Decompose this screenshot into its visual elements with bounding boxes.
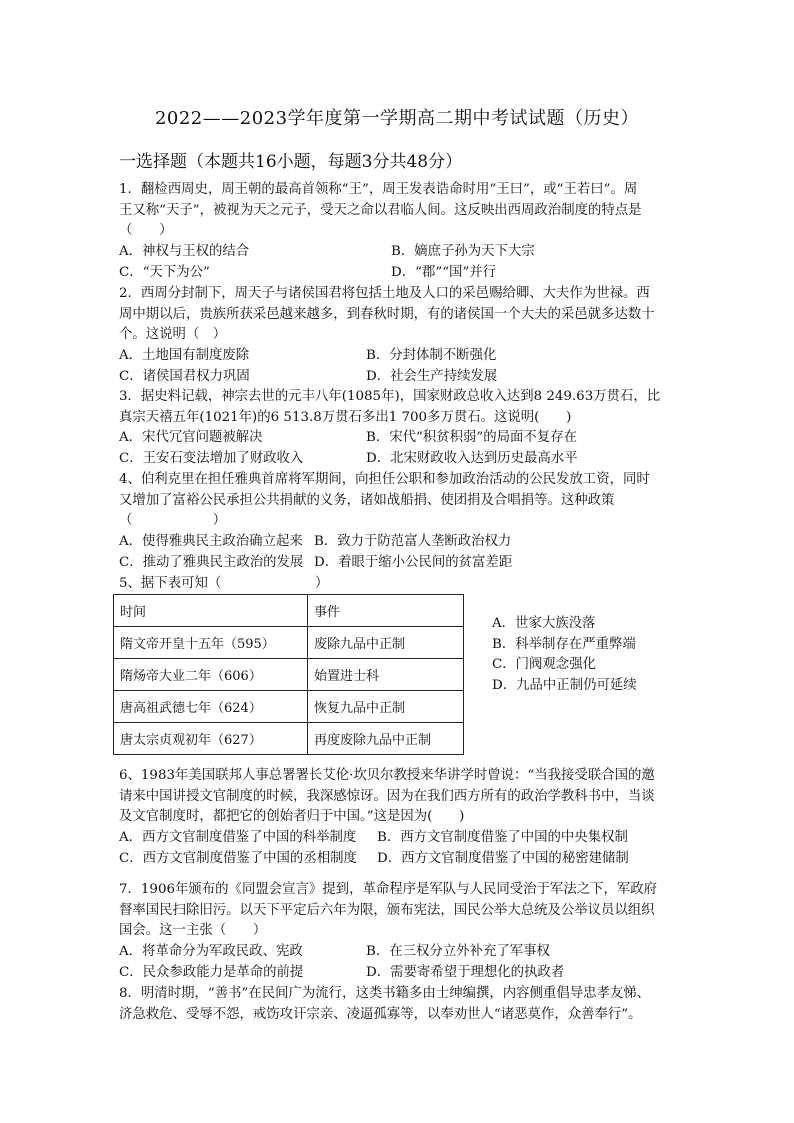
question-line: （ ） <box>119 513 227 529</box>
option-d[interactable]: D．西方文官制度借鉴了中国的秘密建储制 <box>377 850 629 866</box>
option-b[interactable]: B．嫡庶子孙为天下大宗 <box>391 244 535 260</box>
table-header-cell: 时间 <box>114 595 308 627</box>
section-heading: 一选择题（本题共16小题，每题3分共48分） <box>119 152 463 172</box>
option-row <box>119 553 679 574</box>
events-table <box>113 594 464 755</box>
option-b[interactable]: B．西方文官制度借鉴了中国的中央集权制 <box>377 830 628 846</box>
exam-title: 2022——2023学年度第一学期高二期中考试试题（历史） <box>154 108 640 129</box>
question-5-options <box>492 614 637 697</box>
option-d[interactable]: D．着眼于缩小公民间的贫富差距 <box>314 554 513 570</box>
option-row <box>119 963 679 984</box>
question-6 <box>119 766 679 869</box>
option-row <box>119 532 679 553</box>
question-line: 7．1906年颁布的《同盟会宣言》提到，革命程序是军队与人民同受治于军法之下，军政府 <box>119 882 658 897</box>
question-1 <box>119 180 679 283</box>
option-d[interactable]: D．北宋财政收入达到历史最高水平 <box>366 451 578 467</box>
option-b[interactable]: B．分封体制不断强化 <box>366 348 497 364</box>
question-2 <box>119 284 679 387</box>
option-b[interactable]: B．宋代“积贫积弱”的局面不复存在 <box>366 430 577 446</box>
option-a[interactable]: A．世家大族没落 <box>492 616 596 631</box>
option-row <box>119 828 679 849</box>
option-row <box>119 346 679 367</box>
option-c[interactable]: C．西方文官制度借鉴了中国的丞相制度 <box>119 850 357 866</box>
question-line: 1．翻检西周史，周王朝的最高首领称“王”，周王发表诰命时用“王曰”，或“王若曰”。周 <box>119 182 638 197</box>
question-5-lead <box>119 574 679 595</box>
option-row <box>119 428 679 449</box>
table-header-cell: 事件 <box>308 595 464 627</box>
question-line: 5、据下表可知（ ） <box>119 576 329 591</box>
option-a[interactable]: A．宋代冗官问题被解决 <box>119 430 263 446</box>
table-cell: 隋文帝开皇十五年（595） <box>114 627 308 659</box>
option-b[interactable]: B．致力于防范富人垄断政治权力 <box>314 534 512 550</box>
question-line: 8．明清时期，“善书”在民间广为流行，这类书籍多由士绅编撰，内容侧重倡导忠孝友悌、 <box>119 986 651 1001</box>
option-row <box>119 242 679 263</box>
table-cell: 始置进士科 <box>308 659 464 691</box>
question-line: 又增加了富裕公民承担公共捐献的义务，诸如战船捐、使团捐及合唱捐等。这种政策 <box>119 492 615 508</box>
option-c[interactable]: C．门阀观念强化 <box>492 657 596 673</box>
option-c[interactable]: C．推动了雅典民主政治的发展 <box>119 554 304 570</box>
question-line: 督率国民扫除旧污。以天下平定后六年为限，颁布宪法，国民公举大总统及公举议员以组织 <box>119 902 655 918</box>
option-b[interactable]: B．科举制存在严重弊端 <box>492 636 636 652</box>
option-row <box>119 263 679 284</box>
option-c[interactable]: C．诸侯国君权力巩固 <box>119 368 250 384</box>
option-row <box>119 367 679 388</box>
option-d[interactable]: D．需要寄希望于理想化的执政者 <box>366 964 565 980</box>
table-row <box>114 659 464 691</box>
option-c[interactable]: C．民众参政能力是革命的前提 <box>119 964 304 980</box>
question-line: 4、伯利克里在担任雅典首席将军期间，向担任公职和参加政治活动的公民发放工资，同时 <box>119 472 650 487</box>
question-line: 个。这说明（ ） <box>119 327 227 343</box>
question-line: 国会。这一主张（ ） <box>119 923 267 939</box>
question-line: 3．据史料记载，神宗去世的元丰八年(1085年)，国家财政总收入达到8 249.63万贯石，比 <box>119 389 661 404</box>
table-row <box>114 723 464 755</box>
table-cell: 隋炀帝大业二年（606） <box>114 659 308 691</box>
table-cell: 恢复九品中正制 <box>308 691 464 723</box>
question-line: 济急救危、受辱不怨，戒饬攻讦宗亲、凌逼孤寡等，以奉劝世人“诸恶莫作，众善奉行”。 <box>119 1006 642 1022</box>
question-line: 2．西周分封制下，周天子与诸侯国君将包括土地及人口的采邑赐给卿、大夫作为世禄。西 <box>119 286 650 301</box>
option-a[interactable]: A．将革命分为军政民政、宪政 <box>119 944 303 960</box>
question-8 <box>119 984 679 1025</box>
question-line: 周中期以后，贵族所获采邑越来越多，到春秋时期，有的诸侯国一个大夫的采邑就多达数十 <box>119 306 655 322</box>
table-row <box>114 691 464 723</box>
table-header-row <box>114 595 464 627</box>
question-4 <box>119 470 679 573</box>
question-line: 及文官制度时，都把它的创始者归于中国。”这是因为( ) <box>119 809 465 825</box>
question-line: （ ） <box>119 223 173 239</box>
option-d[interactable]: D．社会生产持续发展 <box>366 368 498 384</box>
table-cell: 唐太宗贞观初年（627） <box>114 723 308 755</box>
question-line: 王又称“天子”，被视为天之元子，受天之命以君临人间。这反映出西周政治制度的特点是 <box>119 202 642 218</box>
option-row <box>119 849 679 870</box>
option-d[interactable]: D．九品中正制仍可延续 <box>492 678 637 694</box>
option-c[interactable]: C．“天下为公” <box>119 264 210 280</box>
table-cell: 废除九品中正制 <box>308 627 464 659</box>
question-7 <box>119 880 679 983</box>
option-a[interactable]: A．使得雅典民主政治确立起来 <box>119 534 303 550</box>
option-a[interactable]: A．西方文官制度借鉴了中国的科举制度 <box>119 830 357 846</box>
table-cell: 唐高祖武德七年（624） <box>114 691 308 723</box>
question-line: 6、1983年美国联邦人事总署署长艾伦·坎贝尔教授来华讲学时曾说：“当我接受联合国的邀 <box>119 768 655 783</box>
table-row <box>114 627 464 659</box>
question-line: 真宗天禧五年(1021年)的6 513.8万贯石多出1 700多万贯石。这说明( ) <box>119 409 572 425</box>
option-c[interactable]: C．王安石变法增加了财政收入 <box>119 451 304 467</box>
option-row <box>119 449 679 470</box>
table-cell: 再度废除九品中正制 <box>308 723 464 755</box>
option-a[interactable]: A．土地国有制度废除 <box>119 348 250 364</box>
option-row <box>119 942 679 963</box>
question-3 <box>119 387 679 470</box>
option-d[interactable]: D．“郡”“国”并行 <box>391 264 497 280</box>
option-b[interactable]: B．在三权分立外补充了军事权 <box>366 944 550 960</box>
option-a[interactable]: A．神权与王权的结合 <box>119 244 250 260</box>
question-line: 请来中国讲授文官制度的时候，我深感惊讶。因为在我们西方所有的政治学教科书中，当谈 <box>119 788 655 804</box>
